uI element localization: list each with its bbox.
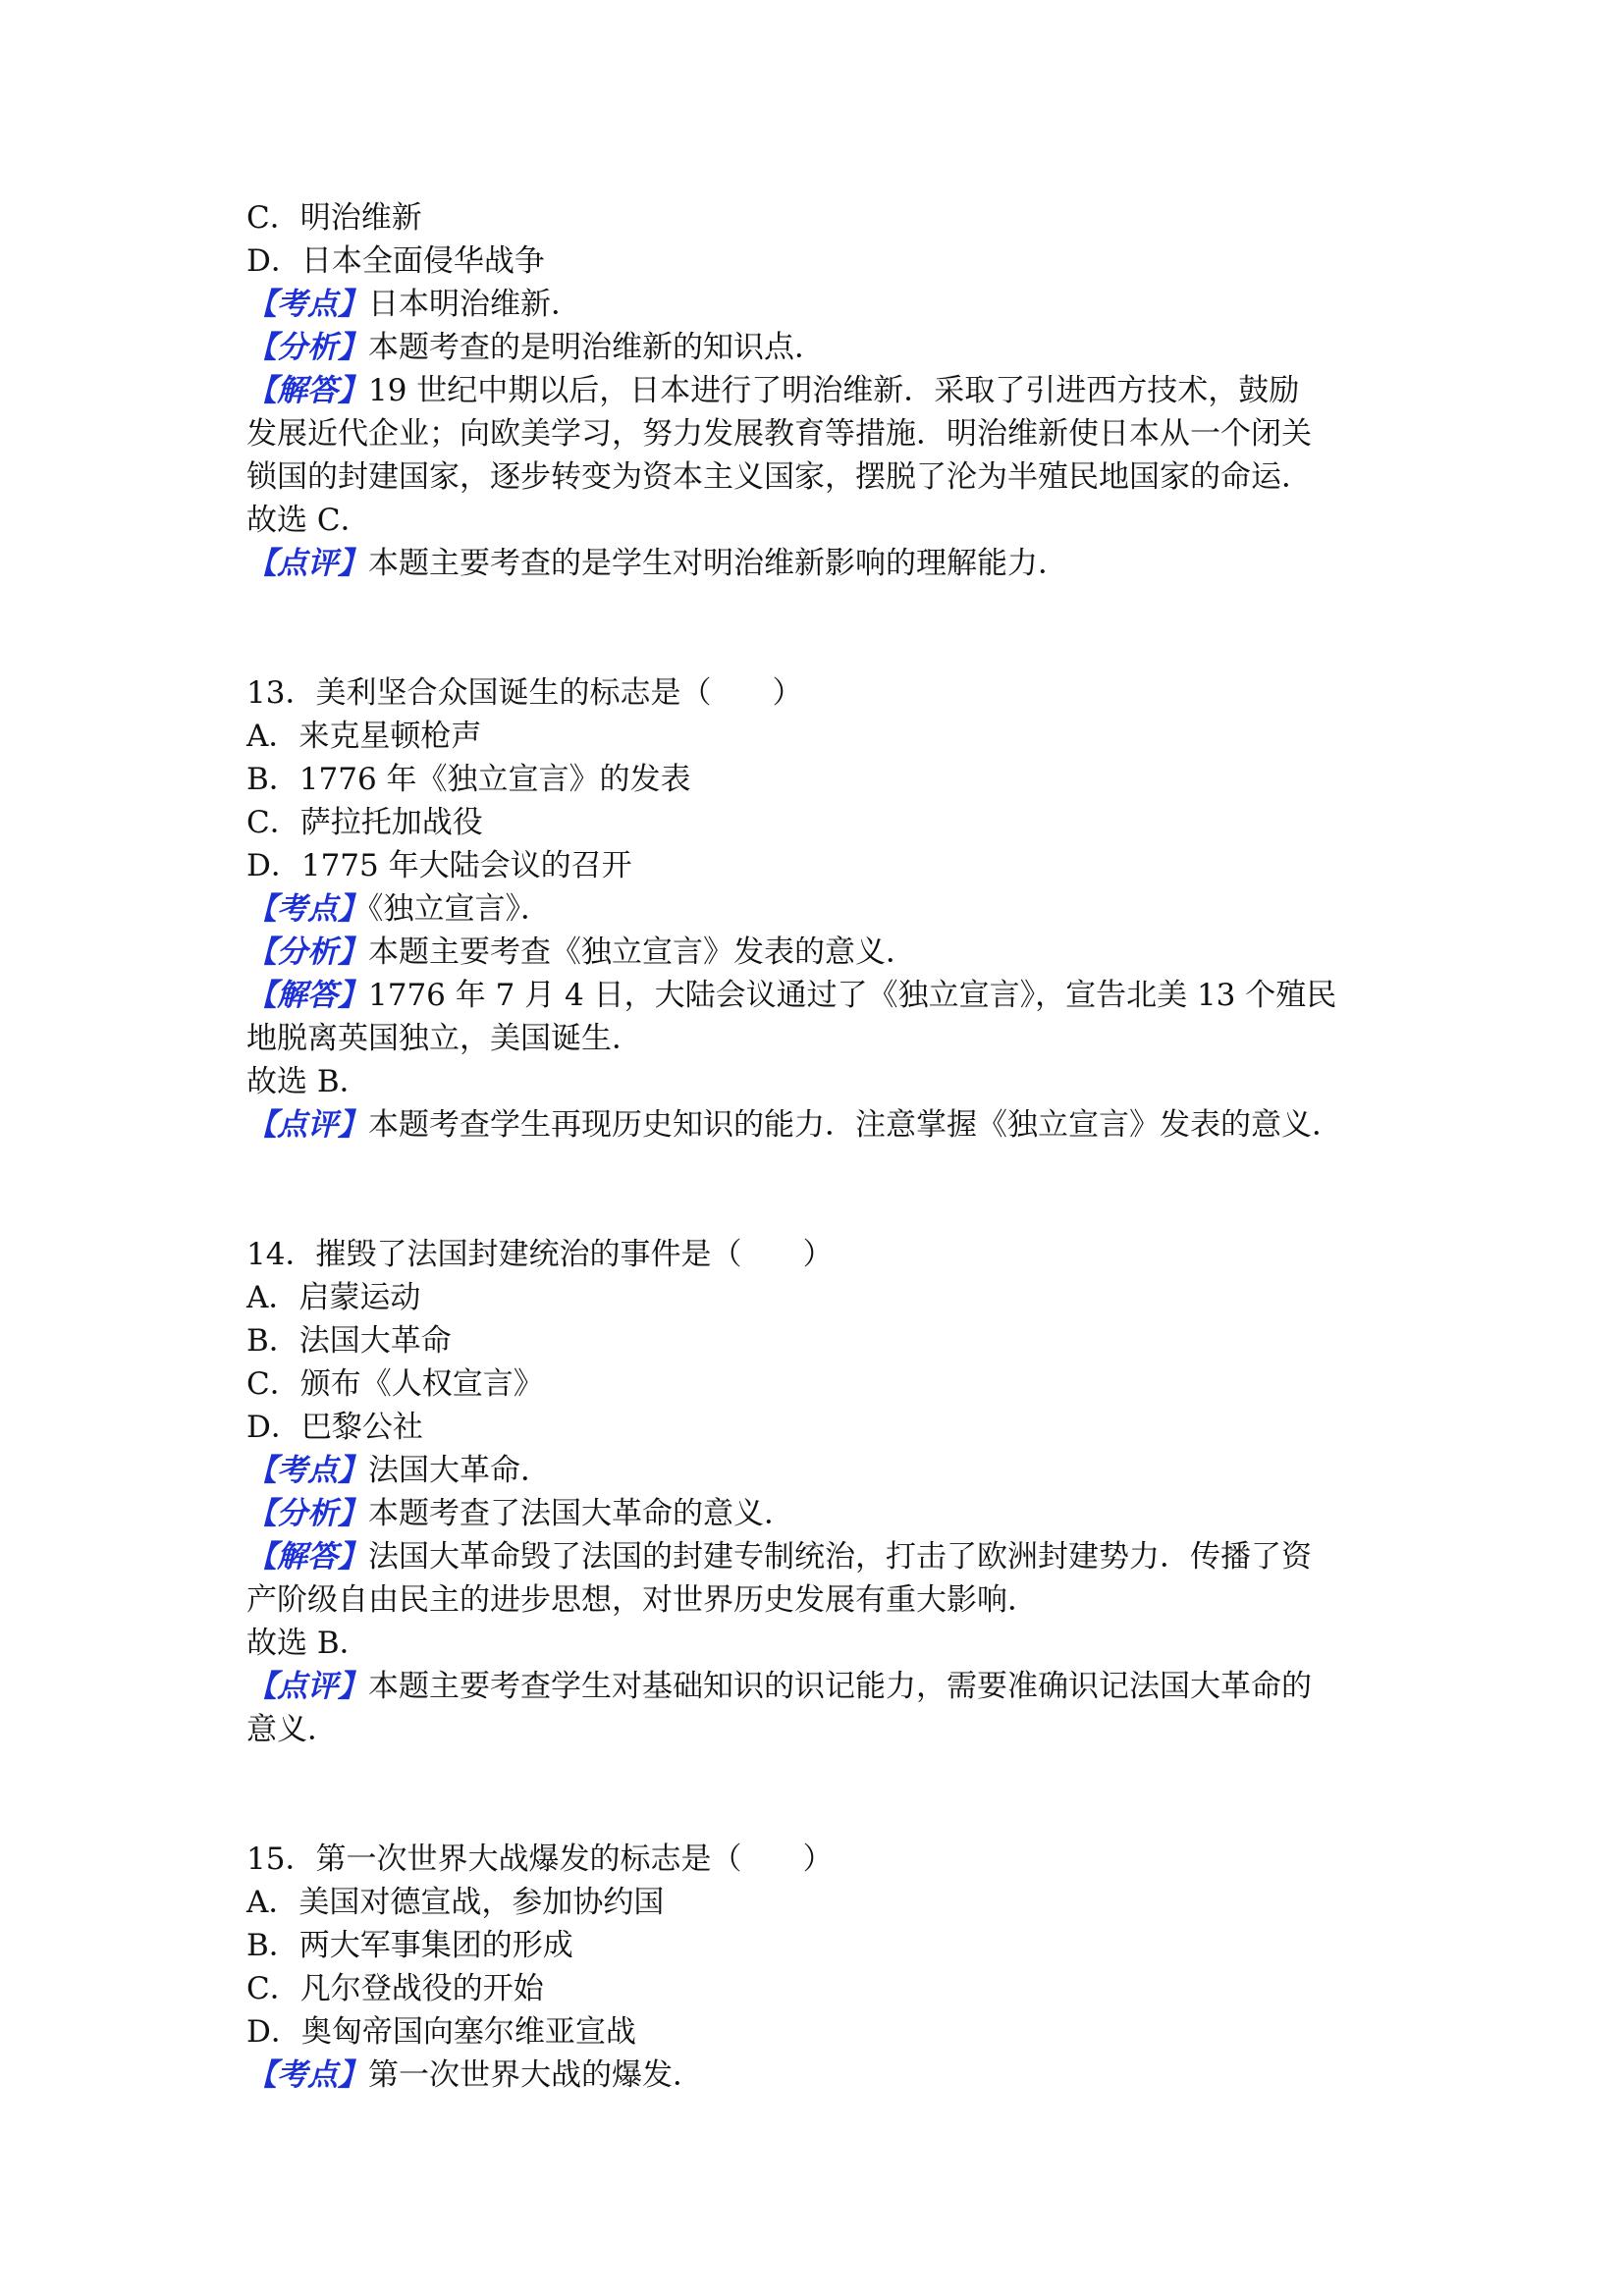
dianping-text: 本题考查学生再现历史知识的能力．注意掌握《独立宣言》发表的意义．: [368, 1107, 1342, 1143]
dianping-text: 本题主要考查的是学生对明治维新影响的理解能力．: [368, 546, 1068, 581]
kaodian-tag: 【考点】: [246, 1453, 368, 1488]
option-d: D．巴黎公社: [246, 1410, 423, 1445]
dianping-line: [246, 542, 1405, 585]
kaodian-line: [246, 283, 1405, 326]
fenxi-tag: 【分析】: [246, 330, 368, 365]
dianping-line: [246, 1103, 1405, 1147]
dianping-text: 本题主要考查学生对基础知识的识记能力，需要准确识记法国大革命的: [368, 1669, 1312, 1704]
jieda-text: 19 世纪中期以后，日本进行了明治维新．采取了引进西方技术，鼓励: [368, 373, 1300, 408]
dianping-text-line: 意义．: [246, 1712, 338, 1747]
kaodian-line: [246, 1449, 1405, 1492]
kaodian-text: 日本明治维新．: [368, 287, 581, 322]
dianping-tag: 【点评】: [246, 1669, 368, 1704]
option-d: D．1775 年大陆会议的召开: [246, 848, 632, 883]
fenxi-line: [246, 1492, 1405, 1535]
kaodian-tag: 【考点】: [246, 287, 368, 322]
spacer: [246, 1147, 1405, 1233]
jieda-line: [246, 1535, 1405, 1578]
jieda-text-line: 地脱离英国独立，美国诞生．: [246, 1021, 642, 1056]
option-b: B．法国大革命: [246, 1323, 452, 1359]
option-a: A．来克星顿枪声: [246, 719, 482, 754]
option-d: D．日本全面侵华战争: [246, 243, 545, 279]
dianping-tag: 【点评】: [246, 546, 368, 581]
option-c: C．颁布《人权宣言》: [246, 1366, 544, 1402]
jieda-line: [246, 974, 1405, 1017]
fenxi-line: [246, 326, 1405, 369]
kaodian-tag: 【考点】: [246, 2057, 368, 2093]
fenxi-line: [246, 931, 1405, 974]
option-b: B．两大军事集团的形成: [246, 1928, 573, 1963]
jieda-line: [246, 369, 1405, 412]
option-a: A．美国对德宣战，参加协约国: [246, 1885, 665, 1920]
jieda-tag: 【解答】: [246, 978, 368, 1013]
fenxi-text: 本题主要考查《独立宣言》发表的意义．: [368, 934, 916, 970]
fenxi-tag: 【分析】: [246, 1496, 368, 1531]
option-d: D．奥匈帝国向塞尔维亚宣战: [246, 2014, 636, 2050]
option-b: B．1776 年《独立宣言》的发表: [246, 762, 691, 797]
option-a: A．启蒙运动: [246, 1280, 421, 1315]
option-c: C．凡尔登战役的开始: [246, 1971, 544, 2006]
jieda-text: 1776 年 7 月 4 日，大陆会议通过了《独立宣言》，宣告北美 13 个殖民: [368, 978, 1337, 1013]
question-stem: 14．摧毁了法国封建统治的事件是（ ）: [246, 1237, 834, 1272]
answer-choice: 故选 C．: [246, 503, 371, 538]
fenxi-tag: 【分析】: [246, 934, 368, 970]
kaodian-tag: 【考点】: [246, 891, 368, 927]
document-page: [246, 196, 1405, 2097]
option-c: C．萨拉托加战役: [246, 805, 483, 840]
dianping-line: [246, 1665, 1405, 1708]
spacer: [246, 585, 1405, 671]
fenxi-text: 本题考查的是明治维新的知识点．: [368, 330, 825, 365]
question-stem: 13．美利坚合众国诞生的标志是（ ）: [246, 675, 803, 711]
option-c: C．明治维新: [246, 200, 422, 236]
answer-choice: 故选 B．: [246, 1064, 370, 1099]
kaodian-line: [246, 887, 1405, 931]
jieda-tag: 【解答】: [246, 373, 368, 408]
kaodian-text: 法国大革命．: [368, 1453, 551, 1488]
jieda-text-line: 锁国的封建国家，逐步转变为资本主义国家，摆脱了沦为半殖民地国家的命运．: [246, 459, 1312, 495]
dianping-tag: 【点评】: [246, 1107, 368, 1143]
kaodian-line: [246, 2054, 1405, 2097]
kaodian-text: 第一次世界大战的爆发．: [368, 2057, 703, 2093]
answer-choice: 故选 B．: [246, 1626, 370, 1661]
spacer: [246, 1751, 1405, 1838]
jieda-text-line: 发展近代企业；向欧美学习，努力发展教育等措施．明治维新使日本从一个闭关: [246, 416, 1312, 452]
jieda-tag: 【解答】: [246, 1539, 368, 1575]
jieda-text-line: 产阶级自由民主的进步思想，对世界历史发展有重大影响．: [246, 1582, 1038, 1618]
kaodian-text: 《独立宣言》．: [368, 891, 551, 927]
fenxi-text: 本题考查了法国大革命的意义．: [368, 1496, 794, 1531]
jieda-text: 法国大革命毁了法国的封建专制统治，打击了欧洲封建势力．传播了资: [368, 1539, 1312, 1575]
question-stem: 15．第一次世界大战爆发的标志是（ ）: [246, 1842, 834, 1877]
